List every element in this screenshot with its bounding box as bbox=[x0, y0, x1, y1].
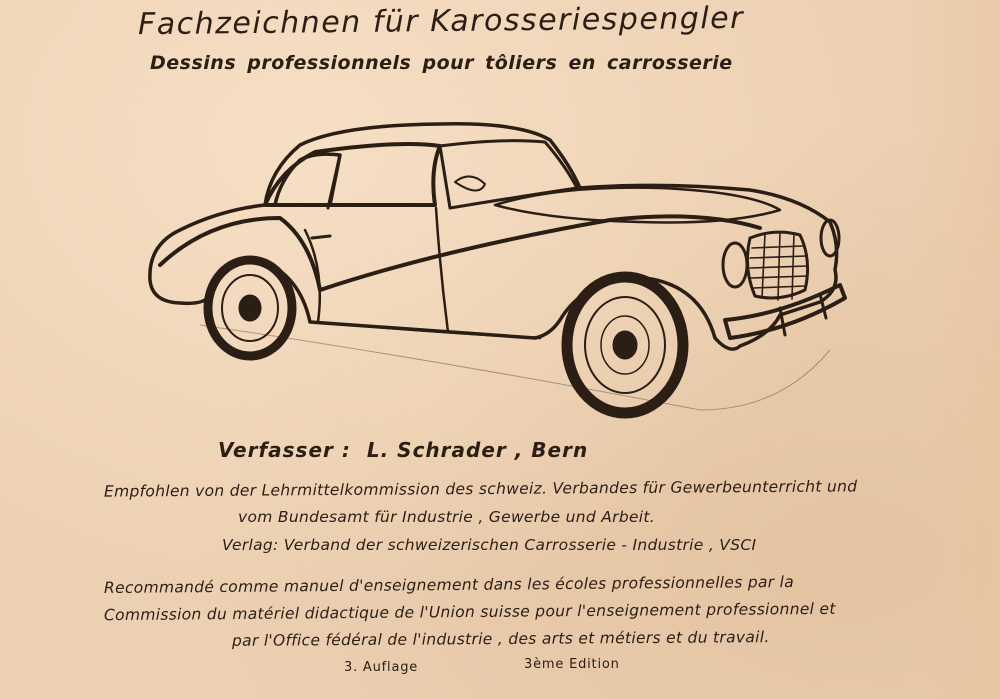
recommendation-french-line-1: Recommandé comme manuel d'enseignement dans les écoles professionnelles par la bbox=[103, 572, 795, 598]
rocker-panel bbox=[315, 322, 540, 338]
recommendation-french-line-2: Commission du matériel didactique de l'Union suisse pour l'enseignement professionnel et bbox=[103, 599, 836, 625]
door-handle bbox=[312, 236, 330, 238]
side-trim bbox=[160, 216, 760, 290]
front-wheel bbox=[567, 277, 683, 413]
headlight-left bbox=[723, 243, 747, 287]
edition-french: 3ème Edition bbox=[524, 657, 620, 672]
edition-german: 3. Auflage bbox=[344, 660, 419, 675]
publisher-line: Verlag: Verband der schweizerischen Carrosserie - Industrie , VSCI bbox=[222, 536, 757, 554]
grille-lines bbox=[750, 232, 807, 300]
car-illustration bbox=[140, 110, 850, 420]
recommendation-german-line-2: vom Bundesamt für Industrie , Gewerbe und Arbeit. bbox=[238, 508, 656, 526]
title-german: Fachzeichnen für Karosseriespengler bbox=[137, 0, 745, 43]
window-divider bbox=[328, 155, 340, 208]
door-line-2 bbox=[436, 208, 448, 332]
paper-stain bbox=[910, 0, 1000, 699]
author-line bbox=[218, 438, 588, 462]
title-french: Dessins professionnels pour tôliers en carrosserie bbox=[150, 52, 733, 74]
author-label: Verfasser : bbox=[218, 438, 351, 462]
author-name: L. Schrader , Bern bbox=[366, 438, 589, 462]
rear-wheel bbox=[208, 260, 292, 356]
recommendation-german-line-1: Empfohlen von der Lehrmittelkommission des schweiz. Verbandes für Gewerbeunterricht und bbox=[103, 477, 858, 501]
steering-wheel bbox=[455, 176, 485, 190]
recommendation-french-line-3: par l'Office fédéral de l'industrie , des arts et métiers et du travail. bbox=[231, 628, 770, 650]
